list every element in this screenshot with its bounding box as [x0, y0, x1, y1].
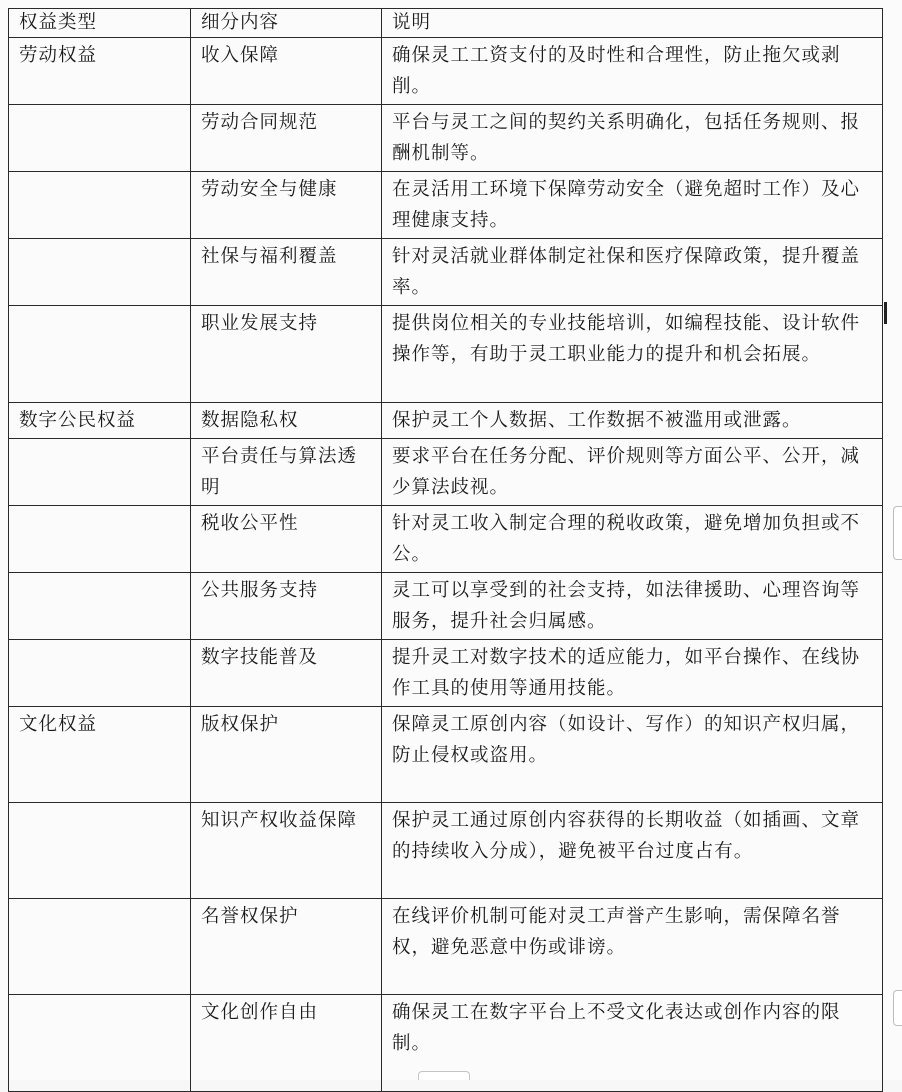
item-cell: 名誉权保护: [191, 899, 382, 995]
category-cell: 劳动权益: [9, 38, 191, 105]
item-cell: 税收公平性: [191, 506, 382, 573]
item-cell: 职业发展支持: [191, 306, 382, 403]
category-cell: 数字公民权益: [9, 403, 191, 439]
item-cell: 数字技能普及: [191, 640, 382, 707]
table-header-row: [9, 9, 883, 38]
text-cursor-icon: [884, 302, 887, 324]
category-cell-continued: [9, 105, 191, 172]
table-row: [9, 403, 883, 439]
description-cell: 灵工可以享受到的社会支持，如法律援助、心理咨询等服务，提升社会归属感。: [382, 573, 883, 640]
table-row: [9, 239, 883, 306]
description-cell: 保障灵工原创内容（如设计、写作）的知识产权归属，防止侵权或盗用。: [382, 707, 883, 803]
item-cell: 收入保障: [191, 38, 382, 105]
bottom-handle-icon[interactable]: [418, 1071, 470, 1080]
category-cell-continued: [9, 899, 191, 995]
description-cell: 在线评价机制可能对灵工声誉产生影响，需保障名誉权，避免恶意中伤或诽谤。: [382, 899, 883, 995]
table-row: [9, 803, 883, 899]
table-row: [9, 506, 883, 573]
item-cell: 数据隐私权: [191, 403, 382, 439]
header-item: 细分内容: [191, 9, 382, 38]
category-cell-continued: [9, 640, 191, 707]
category-cell-continued: [9, 439, 191, 506]
description-cell: 要求平台在任务分配、评价规则等方面公平、公开，减少算法歧视。: [382, 439, 883, 506]
description-cell: 针对灵工收入制定合理的税收政策，避免增加负担或不公。: [382, 506, 883, 573]
category-cell-continued: [9, 506, 191, 573]
item-cell: 劳动合同规范: [191, 105, 382, 172]
item-cell: 公共服务支持: [191, 573, 382, 640]
rights-table: [8, 8, 883, 1092]
category-cell-continued: [9, 573, 191, 640]
category-cell-continued: [9, 803, 191, 899]
description-cell: 保护灵工个人数据、工作数据不被滥用或泄露。: [382, 403, 883, 439]
category-cell-continued: [9, 995, 191, 1092]
category-cell: 文化权益: [9, 707, 191, 803]
description-cell: 在灵活用工环境下保障劳动安全（避免超时工作）及心理健康支持。: [382, 172, 883, 239]
table-row: [9, 573, 883, 640]
table-row: [9, 306, 883, 403]
description-cell: 针对灵活就业群体制定社保和医疗保障政策，提升覆盖率。: [382, 239, 883, 306]
table-row: [9, 899, 883, 995]
header-category: 权益类型: [9, 9, 191, 38]
category-cell-continued: [9, 239, 191, 306]
description-cell: 确保灵工工资支付的及时性和合理性，防止拖欠或剥削。: [382, 38, 883, 105]
table-row: [9, 105, 883, 172]
description-cell: 确保灵工在数字平台上不受文化表达或创作内容的限制。: [382, 995, 883, 1092]
item-cell: 知识产权收益保障: [191, 803, 382, 899]
category-cell-continued: [9, 172, 191, 239]
table-row: [9, 707, 883, 803]
item-cell: 平台责任与算法透明: [191, 439, 382, 506]
table-row: [9, 640, 883, 707]
side-handle-icon[interactable]: [893, 990, 902, 1026]
description-cell: 提升灵工对数字技术的适应能力，如平台操作、在线协作工具的使用等通用技能。: [382, 640, 883, 707]
table-row: [9, 439, 883, 506]
side-handle-icon[interactable]: [893, 506, 902, 560]
item-cell: 社保与福利覆盖: [191, 239, 382, 306]
table-row: [9, 38, 883, 105]
item-cell: 版权保护: [191, 707, 382, 803]
table-row: [9, 172, 883, 239]
description-cell: 平台与灵工之间的契约关系明确化，包括任务规则、报酬机制等。: [382, 105, 883, 172]
category-cell-continued: [9, 306, 191, 403]
description-cell: 保护灵工通过原创内容获得的长期收益（如插画、文章的持续收入分成），避免被平台过度占有。: [382, 803, 883, 899]
item-cell: 文化创作自由: [191, 995, 382, 1092]
header-description: 说明: [382, 9, 883, 38]
item-cell: 劳动安全与健康: [191, 172, 382, 239]
description-cell: 提供岗位相关的专业技能培训，如编程技能、设计软件操作等，有助于灵工职业能力的提升和机会拓展。: [382, 306, 883, 403]
